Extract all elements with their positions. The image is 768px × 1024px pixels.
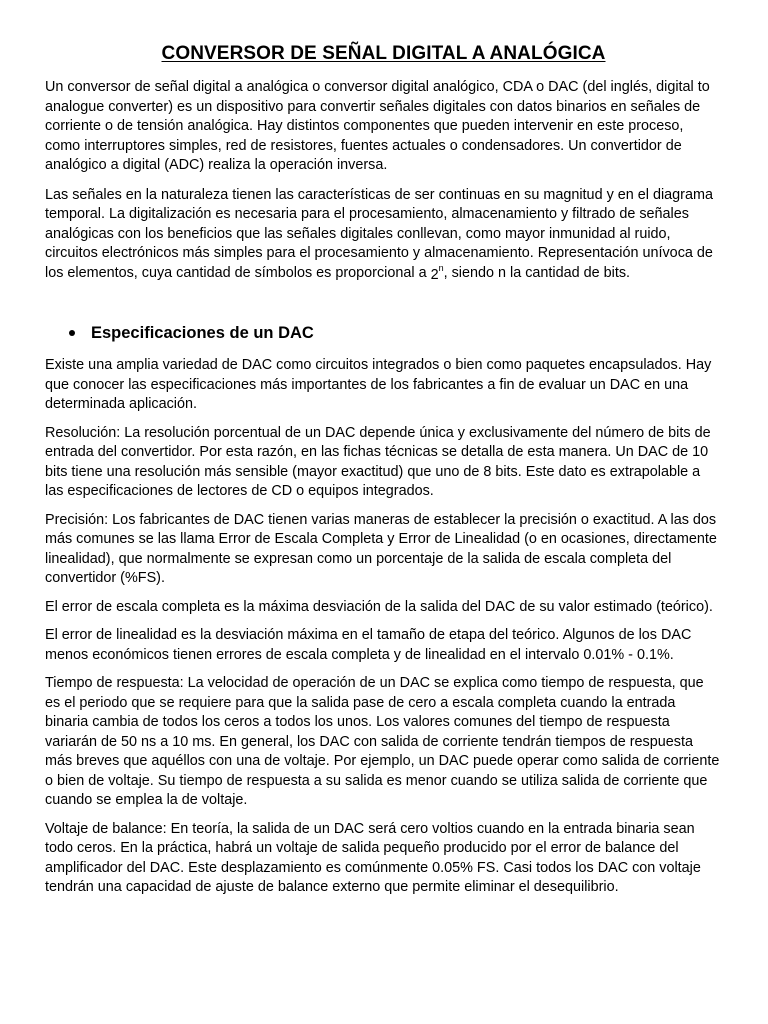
precision-paragraph: Precisión: Los fabricantes de DAC tienen varias maneras de establecer la precisión o exactitud. A las dos más comunes se las llama Error de Escala Completa y Error de Linealidad (o en ocasiones, directamente linealidad), que normalmente se expresan como un porcentaje de la salida de escala completa del convertidor (%FS). <box>45 511 717 586</box>
full-scale-error-paragraph: El error de escala completa es la máxima desviación de la salida del DAC de su valor estimado (teórico). <box>45 598 713 615</box>
variety-paragraph: Existe una amplia variedad de DAC como circuitos integrados o bien como paquetes encapsulados. Hay que conocer las especificaciones más importantes de los fabricantes a fin de evaluar un DAC en una determinada aplicación. <box>45 357 712 412</box>
natural-signals-text: Las señales en la naturaleza tienen las características de ser continuas en su magnitud y en el diagrama temporal. La digitalización es necesaria para el procesamiento, almacenamiento y filtrado de señales analógicas con los beneficios que las señales digitales conllevan, como mayor inmunidad al ruido, circuitos electrónicos más simples para el procesamiento y almacenamiento. Representación unívoca de los elementos, cuya cantidad de símbolos es proporcional a <box>45 186 713 281</box>
response-time-paragraph: Tiempo de respuesta: La velocidad de operación de un DAC se explica como tiempo de respuesta, que es el periodo que se requiere para que la salida pase de cero a escala completa cuando la entrada binaria cambia de todos los ceros a todos los unos. Los valores comunes del tiempo de respuesta variarán de 50 ns a 10 ms. En general, los DAC con salida de corriente tendrán tiempos de respuesta más breves que aquéllos con una de voltaje. Por ejemplo, un DAC puede operar como salida de corriente o bien de voltaje. Su tiempo de respuesta a su salida es menor cuando se utiliza salida de corriente que cuando se emplea la de voltaje. <box>45 675 720 808</box>
natural-signals-paragraph <box>45 186 722 284</box>
power-exponent: n <box>438 262 444 273</box>
offset-voltage-paragraph: Voltaje de balance: En teoría, la salida de un DAC será cero voltios cuando en la entrada binaria sean todo ceros. En la práctica, habrá un voltaje de salida pequeño producido por el error de balance del amplificador del DAC. Este desplazamiento es comúnmente 0.05% FS. Casi todos los DAC con voltaje tendrán una capacidad de ajuste de balance externo que permite eliminar el desequilibrio. <box>45 820 701 895</box>
linearity-error-paragraph: El error de linealidad es la desviación máxima en el tamaño de etapa del teórico. Algunos de los DAC menos económicos tienen errores de escala completa y de linealidad en el intervalo 0.01% - 0.1%. <box>45 627 692 663</box>
section-heading <box>45 322 722 344</box>
intro-paragraph: Un conversor de señal digital a analógica o conversor digital analógico, CDA o DAC (del inglés, digital to analogue converter) es un dispositivo para convertir señales digitales con datos binarios en señales de corriente o de tensión analógica. Hay distintos componentes que pueden intervenir en este proceso, como interruptores simples, red de resistores, fuentes actuales o condensadores. Un convertidor de analógico a digital (ADC) realiza la operación inversa. <box>45 79 710 173</box>
document-title: CONVERSOR DE SEÑAL DIGITAL A ANALÓGICA <box>161 43 606 64</box>
bullet-icon <box>69 330 75 336</box>
natural-signals-text-end: , siendo n la cantidad de bits. <box>443 264 631 281</box>
resolution-paragraph: Resolución: La resolución porcentual de un DAC depende única y exclusivamente del número de bits de entrada del convertidor. Por esta razón, en las fichas técnicas se detalla de esta manera. Un DAC de 10 bits tiene una resolución más sensible (mayor exactitud) que uno de 8 bits. Este dato es extrapolable a las especificaciones de lectores de CD o equipos integrados. <box>45 424 711 499</box>
power-base: 2 <box>430 266 439 283</box>
section-heading-text: Especificaciones de un DAC <box>91 324 314 342</box>
